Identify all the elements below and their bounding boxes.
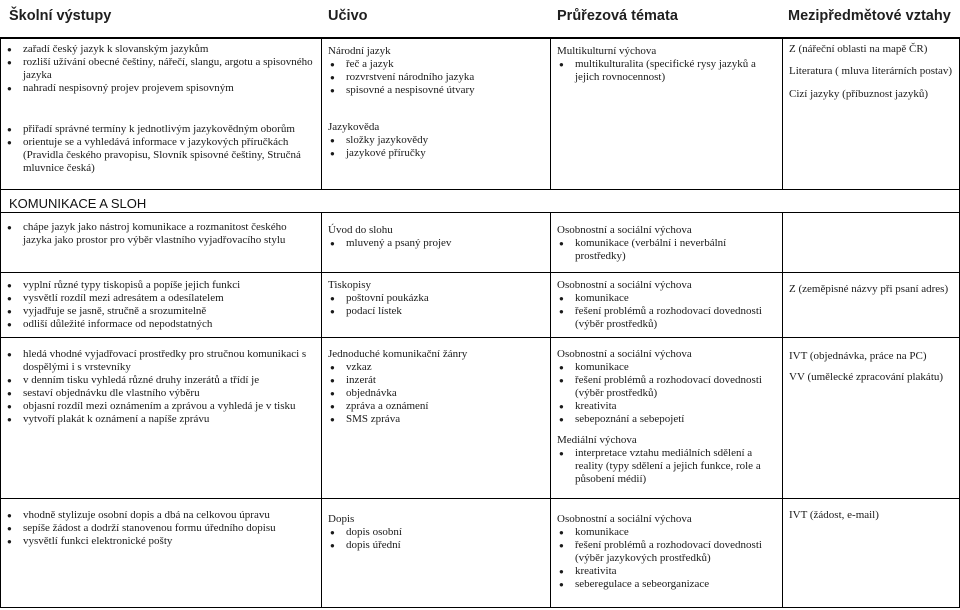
list-item: ● seberegulace a sebeorganizace [557, 578, 779, 591]
list-item: ● zařadí český jazyk k slovanským jazykům [5, 43, 317, 56]
list-item: ● kreativita [557, 565, 779, 578]
row2-content [328, 224, 546, 250]
relation-text: Z (nářeční oblasti na mapě ČR) [789, 43, 928, 55]
row-divider [0, 212, 960, 213]
list-item: ● zpráva a oznámení [328, 400, 546, 413]
column-divider [550, 212, 551, 608]
list-item: ● sestaví objednávku dle vlastního výběru [5, 387, 317, 400]
header-relations: Mezipředmětové vztahy [788, 8, 951, 24]
list-item: ● hledá vhodné vyjadřovací prostředky pro stručnou komunikaci s dospělými i s vrstevníky [5, 348, 317, 374]
list-item: ● sepíše žádost a dodrží stanovenou formu úředního dopisu [5, 522, 317, 535]
row1-topics [557, 45, 779, 84]
list-item: ● komunikace [557, 361, 779, 374]
row-divider [0, 498, 960, 499]
row5-topics [557, 513, 779, 591]
list-item: ● podací lístek [328, 305, 546, 318]
list-item: ● řešení problémů a rozhodovací dovednosti (výběr prostředků) [557, 305, 779, 331]
list-item: ● nahradí nespisovný projev projevem spisovným [5, 82, 317, 95]
row2-topics [557, 224, 779, 263]
row1-content [328, 45, 546, 160]
content-heading: Jednoduché komunikační žánry [328, 348, 468, 360]
header-divider [0, 37, 960, 39]
list-item: ● rozvrstvení národního jazyka [328, 71, 546, 84]
column-divider [782, 37, 783, 190]
header-outputs: Školní výstupy [9, 8, 112, 24]
content-heading: Tiskopisy [328, 279, 372, 291]
list-item: ● řešení problémů a rozhodovací dovednosti (výběr jazykových prostředků) [557, 539, 779, 565]
row5-relations [789, 509, 957, 522]
list-item: ● spisovné a nespisovné útvary [328, 84, 546, 97]
row1-outputs [5, 43, 317, 175]
list-item: ● orientuje se a vyhledává informace v jazykových příručkách (Pravidla českého pravopisu, Slovník spisovné češtiny, Stručná mluvnice česká) [5, 136, 317, 175]
list-item: ● objasní rozdíl mezi oznámením a zprávou a vyhledá je v tisku [5, 400, 317, 413]
table-header [0, 0, 960, 38]
row4-relations [789, 350, 957, 384]
content-heading: Jazykověda [328, 121, 380, 133]
list-item: ● přiřadí správné termíny k jednotlivým jazykovědným oborům [5, 123, 317, 136]
list-item: ● řeč a jazyk [328, 58, 546, 71]
topic-heading: Osobnostní a sociální výchova [557, 224, 692, 236]
column-divider [0, 37, 1, 608]
column-divider [321, 37, 322, 190]
row3-content [328, 279, 546, 318]
list-item: ● vyjadřuje se jasně, stručně a srozumitelně [5, 305, 317, 318]
list-item: ● vysvětlí funkci elektronické pošty [5, 535, 317, 548]
row4-topics [557, 348, 779, 486]
content-heading: Dopis [328, 513, 355, 525]
topic-heading: Multikulturní výchova [557, 45, 657, 57]
row4-content [328, 348, 546, 426]
list-item: ● poštovní poukázka [328, 292, 546, 305]
row-divider [0, 189, 960, 190]
row-divider [0, 337, 960, 338]
relation-text: IVT (objednávka, práce na PC) [789, 350, 927, 362]
row-divider [0, 272, 960, 273]
list-item: ● vzkaz [328, 361, 546, 374]
relation-text: Literatura ( mluva literárních postav) [789, 65, 953, 77]
row3-relations [789, 283, 957, 296]
list-item: ● dopis osobní [328, 526, 546, 539]
list-item: ● vhodně stylizuje osobní dopis a dbá na celkovou úpravu [5, 509, 317, 522]
topic-heading: Osobnostní a sociální výchova [557, 348, 692, 360]
row3-outputs [5, 279, 317, 331]
row4-outputs [5, 348, 317, 426]
list-item: ● odliší důležité informace od nepodstatných [5, 318, 317, 331]
column-divider [550, 37, 551, 190]
content-heading: Národní jazyk [328, 45, 391, 57]
relation-text: Cizí jazyky (příbuznost jazyků) [789, 88, 928, 100]
list-item: ● dopis úřední [328, 539, 546, 552]
row5-outputs [5, 509, 317, 548]
list-item: ● vytvoří plakát k oznámení a napíše zprávu [5, 413, 317, 426]
row1-relations [789, 43, 957, 101]
topic-heading: Osobnostní a sociální výchova [557, 279, 692, 291]
topic-heading: Mediální výchova [557, 434, 637, 446]
row3-topics [557, 279, 779, 331]
topic-heading: Osobnostní a sociální výchova [557, 513, 692, 525]
relation-text: Z (zeměpisné názvy při psaní adres) [789, 283, 949, 295]
list-item: ● interpretace vztahu mediálních sdělení a reality (typy sdělení a jejich funkce, role a působení médií) [557, 447, 779, 486]
row5-content [328, 513, 546, 552]
list-item: ● objednávka [328, 387, 546, 400]
list-item: ● SMS zpráva [328, 413, 546, 426]
list-item: ● složky jazykovědy [328, 134, 546, 147]
list-item: ● kreativita [557, 400, 779, 413]
list-item: ● sebepoznání a sebepojetí [557, 413, 779, 426]
table-bottom [0, 607, 960, 608]
list-item: ● inzerát [328, 374, 546, 387]
list-item: ● komunikace (verbální i neverbální prostředky) [557, 237, 779, 263]
list-item: ● mluvený a psaný projev [328, 237, 546, 250]
list-item: ● rozliší užívání obecné češtiny, nářečí, slangu, argotu a spisovného jazyka [5, 56, 317, 82]
content-heading: Úvod do slohu [328, 224, 393, 236]
column-divider [782, 212, 783, 608]
list-item: ● v denním tisku vyhledá různé druhy inzerátů a třídí je [5, 374, 317, 387]
section-title: KOMUNIKACE A SLOH [9, 196, 147, 211]
column-divider [321, 212, 322, 608]
list-item: ● vyplní různé typy tiskopisů a popíše jejich funkci [5, 279, 317, 292]
list-item: ● vysvětlí rozdíl mezi adresátem a odesílatelem [5, 292, 317, 305]
list-item: ● jazykové příručky [328, 147, 546, 160]
relation-text: IVT (žádost, e-mail) [789, 509, 879, 521]
header-topics: Průřezová témata [557, 8, 678, 24]
header-content: Učivo [328, 8, 368, 24]
list-item: ● komunikace [557, 292, 779, 305]
list-item: ● multikulturalita (specifické rysy jazyků a jejich rovnocennost) [557, 58, 779, 84]
relation-text: VV (umělecké zpracování plakátu) [789, 371, 944, 383]
row2-outputs [5, 221, 317, 247]
list-item: ● komunikace [557, 526, 779, 539]
list-item: ● řešení problémů a rozhodovací dovednosti (výběr prostředků) [557, 374, 779, 400]
list-item: ● chápe jazyk jako nástroj komunikace a rozmanitost českého jazyka jako prostor pro výběr vlastního vyjadřovacího stylu [5, 221, 317, 247]
